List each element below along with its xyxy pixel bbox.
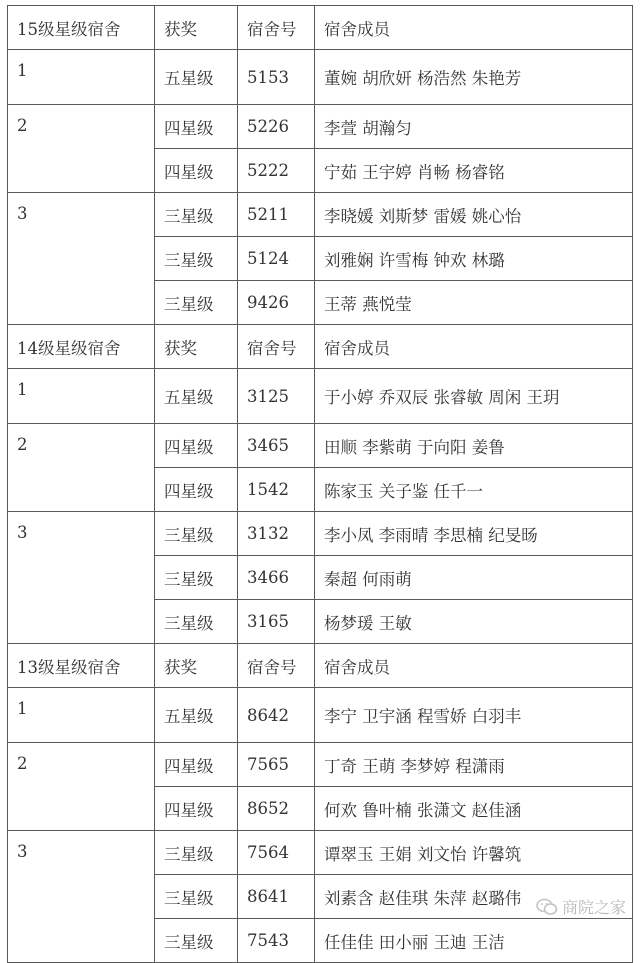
members-column-header: 宿舍成员	[315, 644, 633, 688]
room-column-header: 宿舍号	[238, 644, 315, 688]
rank-cell: 2	[8, 424, 155, 512]
room-number-cell: 3466	[238, 556, 315, 600]
members-cell: 刘素含 赵佳琪 朱萍 赵璐伟	[315, 875, 633, 919]
table-row	[8, 424, 633, 468]
award-column-header: 获奖	[155, 6, 238, 50]
award-cell: 三星级	[155, 600, 238, 644]
table-body	[8, 6, 633, 963]
award-cell: 五星级	[155, 50, 238, 105]
room-number-cell: 9426	[238, 281, 315, 325]
award-cell: 三星级	[155, 193, 238, 237]
rank-cell: 1	[8, 50, 155, 105]
table-row	[8, 743, 633, 787]
members-column-header: 宿舍成员	[315, 6, 633, 50]
room-number-cell: 8642	[238, 688, 315, 743]
award-column-header: 获奖	[155, 325, 238, 369]
members-cell: 任佳佳 田小丽 王迪 王洁	[315, 919, 633, 963]
section-title: 13级星级宿舍	[8, 644, 155, 688]
award-cell: 四星级	[155, 149, 238, 193]
room-number-cell: 8641	[238, 875, 315, 919]
members-cell: 于小婷 乔双辰 张睿敏 周闲 王玥	[315, 369, 633, 424]
members-cell: 李晓媛 刘斯梦 雷媛 姚心怡	[315, 193, 633, 237]
award-cell: 三星级	[155, 831, 238, 875]
room-number-cell: 7565	[238, 743, 315, 787]
members-cell: 秦超 何雨萌	[315, 556, 633, 600]
rank-cell: 3	[8, 831, 155, 963]
table-row	[8, 831, 633, 875]
table-row	[8, 50, 633, 105]
award-cell: 五星级	[155, 369, 238, 424]
members-cell: 王蒂 燕悦莹	[315, 281, 633, 325]
table-row	[8, 105, 633, 149]
rank-cell: 3	[8, 193, 155, 325]
members-cell: 宁茹 王宇婷 肖畅 杨睿铭	[315, 149, 633, 193]
watermark-text: 商院之家	[561, 898, 626, 917]
room-number-cell: 3465	[238, 424, 315, 468]
section-header-row	[8, 325, 633, 369]
award-cell: 四星级	[155, 424, 238, 468]
members-cell: 李小凤 李雨晴 李思楠 纪旻旸	[315, 512, 633, 556]
room-number-cell: 5124	[238, 237, 315, 281]
section-header-row	[8, 644, 633, 688]
room-column-header: 宿舍号	[238, 6, 315, 50]
rank-cell: 1	[8, 369, 155, 424]
rank-cell: 3	[8, 512, 155, 644]
section-header-row	[8, 6, 633, 50]
members-cell: 田顺 李紫萌 于向阳 姜鲁	[315, 424, 633, 468]
award-cell: 四星级	[155, 468, 238, 512]
room-number-cell: 5222	[238, 149, 315, 193]
award-cell: 三星级	[155, 281, 238, 325]
table-row	[8, 512, 633, 556]
table-row	[8, 193, 633, 237]
award-cell: 三星级	[155, 919, 238, 963]
award-cell: 五星级	[155, 688, 238, 743]
section-title: 14级星级宿舍	[8, 325, 155, 369]
rank-cell: 1	[8, 688, 155, 743]
section-title: 15级星级宿舍	[8, 6, 155, 50]
room-number-cell: 5211	[238, 193, 315, 237]
room-column-header: 宿舍号	[238, 325, 315, 369]
award-cell: 三星级	[155, 512, 238, 556]
award-cell: 三星级	[155, 875, 238, 919]
members-cell: 谭翠玉 王娟 刘文怡 许馨筑	[315, 831, 633, 875]
room-number-cell: 5153	[238, 50, 315, 105]
room-number-cell: 5226	[238, 105, 315, 149]
members-cell: 陈家玉 关子鉴 任千一	[315, 468, 633, 512]
award-cell: 四星级	[155, 743, 238, 787]
members-cell: 李宁 卫宇涵 程雪娇 白羽丰	[315, 688, 633, 743]
members-column-header: 宿舍成员	[315, 325, 633, 369]
rank-cell: 2	[8, 743, 155, 831]
room-number-cell: 3165	[238, 600, 315, 644]
table-row	[8, 688, 633, 743]
room-number-cell: 3132	[238, 512, 315, 556]
rank-cell: 2	[8, 105, 155, 193]
award-cell: 四星级	[155, 105, 238, 149]
award-cell: 三星级	[155, 237, 238, 281]
members-cell: 杨梦瑗 王敏	[315, 600, 633, 644]
members-cell: 何欢 鲁叶楠 张潇文 赵佳涵	[315, 787, 633, 831]
room-number-cell: 7564	[238, 831, 315, 875]
room-number-cell: 7543	[238, 919, 315, 963]
award-cell: 三星级	[155, 556, 238, 600]
room-number-cell: 3125	[238, 369, 315, 424]
members-cell: 刘雅娴 许雪梅 钟欢 林璐	[315, 237, 633, 281]
room-number-cell: 8652	[238, 787, 315, 831]
room-number-cell: 1542	[238, 468, 315, 512]
award-cell: 四星级	[155, 787, 238, 831]
award-column-header: 获奖	[155, 644, 238, 688]
members-cell: 李萱 胡瀚匀	[315, 105, 633, 149]
dorm-award-table	[7, 5, 633, 963]
members-cell: 董婉 胡欣妍 杨浩然 朱艳芳	[315, 50, 633, 105]
members-cell: 丁奇 王萌 李梦婷 程潇雨	[315, 743, 633, 787]
table-row	[8, 369, 633, 424]
